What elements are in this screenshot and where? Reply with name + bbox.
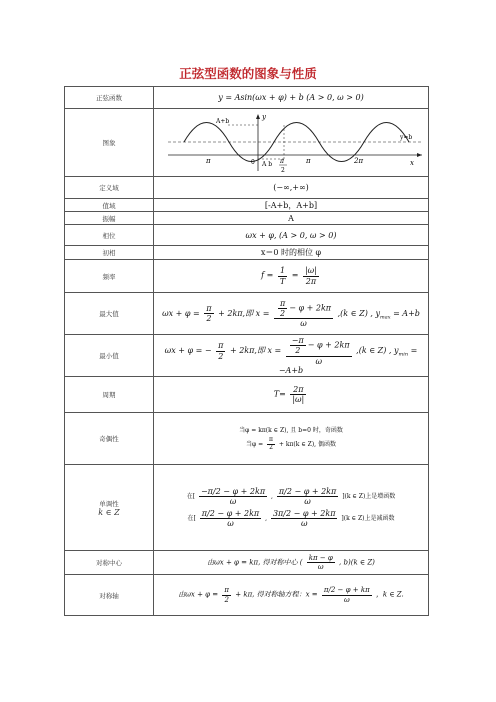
min-tail: ,(k ∈ Z) , y [356,346,399,355]
frac-num: kπ − φ [308,553,333,562]
row-label: 正弦函数 [65,87,154,109]
row-amplitude [65,212,429,225]
frac-den: 2 [280,308,286,318]
period-formula [154,377,429,413]
sine-graph [154,111,429,175]
row-label: 最小值 [65,335,154,377]
row-frequency [65,260,429,293]
label-x-axis: x [410,158,414,167]
label-y-eq-b: y=b [400,133,413,141]
row-label: 奇偶性 [65,413,154,465]
frac-num: 2π [290,385,306,395]
frac-num: 1 [278,266,287,276]
interval-post: ](k ∈ Z)上是减函数 [341,515,395,523]
frac-den: ω [304,496,311,506]
row-label-text: 单调性 [99,499,119,508]
max-sub: max [379,314,391,321]
x-arrow-icon [417,153,422,157]
label-pi-over-2-den: 2 [281,166,285,174]
min-mid: + 2kπ,即 x = [229,346,282,355]
row-min [65,335,429,377]
row-sublabel: k ∈ Z [98,507,120,517]
label-a-minus-b: A b [262,160,273,168]
label-pi: π [306,156,311,165]
row-label: 频率 [65,260,154,293]
label-pi-over-2-num: π [280,157,284,165]
row-label: 对称轴 [65,575,154,616]
label-pi-left: π [206,156,211,165]
label-origin: 0 [251,158,255,166]
frac-num-rest: − φ + 2kπ [307,340,350,350]
frac-num: −π [291,336,304,346]
min-lhs: ωx + φ = − [164,346,212,355]
axis-mid: + kπ, 得对称轴方程：x = [235,591,318,599]
frac-den: 2π [305,276,317,286]
row-phase [65,225,429,246]
row-monotonicity [65,465,429,551]
frac-num: −π/2 − φ + 2kπ [200,486,266,496]
parity-cell [154,413,429,465]
frequency-formula [154,260,429,293]
frequency-lhs: f = [261,271,274,280]
frac-num [286,336,352,356]
row-max [65,293,429,335]
row-parity [65,413,429,465]
frac-num: π [206,303,212,313]
range-value: [-A+b，A+b] [154,199,429,212]
min-sub: min [398,351,409,358]
equals-sign: = [291,271,299,280]
frac-num: π [279,298,286,308]
max-formula [154,293,429,335]
row-period [65,377,429,413]
frac-den: ω [229,496,237,506]
center-formula [154,551,429,575]
axis-pre: 由ωx + φ = [178,591,219,599]
frac-den: ω [315,356,322,366]
frac-num: π/2 − φ + 2kπ [278,486,337,496]
graph-cell [154,109,429,177]
frac-num: π [218,341,224,351]
min-value: = −A+b [278,346,418,375]
frac-den: ω [300,519,308,529]
phase-value: ωx + φ, (A > 0, ω > 0) [154,225,429,246]
row-initial-phase [65,246,429,260]
frac-den: 2 [206,314,212,323]
frac-num: π/2 − φ + kπ [323,586,370,595]
row-label: 最大值 [65,293,154,335]
frac-den: 2 [269,444,273,451]
parity-even [154,437,428,452]
properties-table [64,86,429,616]
max-mid: + 2kπ,即 x = [218,308,270,318]
label-2pi: 2π [354,156,364,165]
period-lhs: T= [273,389,286,399]
frac-num: |ω| [304,266,317,276]
frac-den: 2 [224,595,229,604]
axis-post: ，k ∈ Z. [375,591,404,599]
frac-num: 3π/2 − φ + 2kπ [272,509,336,518]
frac-num: π [269,436,273,444]
frac-num [274,299,333,319]
row-label: 振幅 [65,212,154,225]
row-graph [65,109,429,177]
frac-den: T [279,276,286,286]
row-label: 初相 [65,246,154,260]
row-label: 值域 [65,199,154,212]
page-title: 正弦型函数的图象与性质 [179,66,317,81]
increasing-interval [154,487,428,506]
frac-den: 2 [218,351,224,361]
interval-comma: , [271,492,273,500]
label-y-axis: y [262,112,266,121]
center-pre: 由ωx + φ = kπ, 得对称中心 ( [207,558,303,567]
frac-den: 2 [295,346,301,356]
parity-even-pre: 当φ = [245,441,264,448]
initial-phase-value: x＝0 时的相位 φ [154,246,429,260]
monotonic-cell [154,465,429,551]
y-arrow-icon [256,114,260,119]
row-label: 图象 [65,109,154,177]
row-label [65,465,154,551]
max-tail: ,(k ∈ Z) , y [337,308,380,318]
function-formula: y = Asin(ωx + φ) + b (A > 0, ω > 0) [154,87,429,109]
frac-num-rest: − φ + 2kπ [289,303,332,313]
row-expression [65,87,429,109]
interval-post: ](k ∈ Z)上是增函数 [342,492,396,500]
interval-pre: 在[ [186,492,196,500]
parity-even-post: + kπ(k ∈ Z), 偶函数 [278,441,336,448]
frac-num: π/2 − φ + 2kπ [201,509,260,518]
center-post: , b)(k ∈ Z) [339,558,375,567]
frac-den: ω [300,319,307,329]
interval-pre: 在[ [187,515,196,523]
interval-comma: , [265,515,268,523]
row-axis [65,575,429,616]
parity-odd: 当φ = kπ(k ∈ Z), 且 b=0 时，奇函数 [239,427,343,435]
row-range [65,199,429,212]
max-value: = A+b [393,308,420,318]
decreasing-interval [154,509,428,528]
frac-den: ω [343,595,350,604]
frac-num: π [224,586,230,595]
row-domain [65,177,429,199]
row-label: 相位 [65,225,154,246]
frac-den: ω [227,519,234,529]
amplitude-value: A [154,212,429,225]
domain-value: (−∞,+∞) [154,177,429,199]
row-label: 定义域 [65,177,154,199]
frac-den: |ω| [292,395,305,404]
row-label: 周期 [65,377,154,413]
row-label: 对称中心 [65,551,154,575]
axis-formula [154,575,429,616]
min-formula [154,335,429,377]
label-a-plus-b: A+b [216,117,230,125]
frac-den: ω [317,563,324,571]
row-center [65,551,429,575]
max-lhs: ωx + φ = [162,308,200,318]
